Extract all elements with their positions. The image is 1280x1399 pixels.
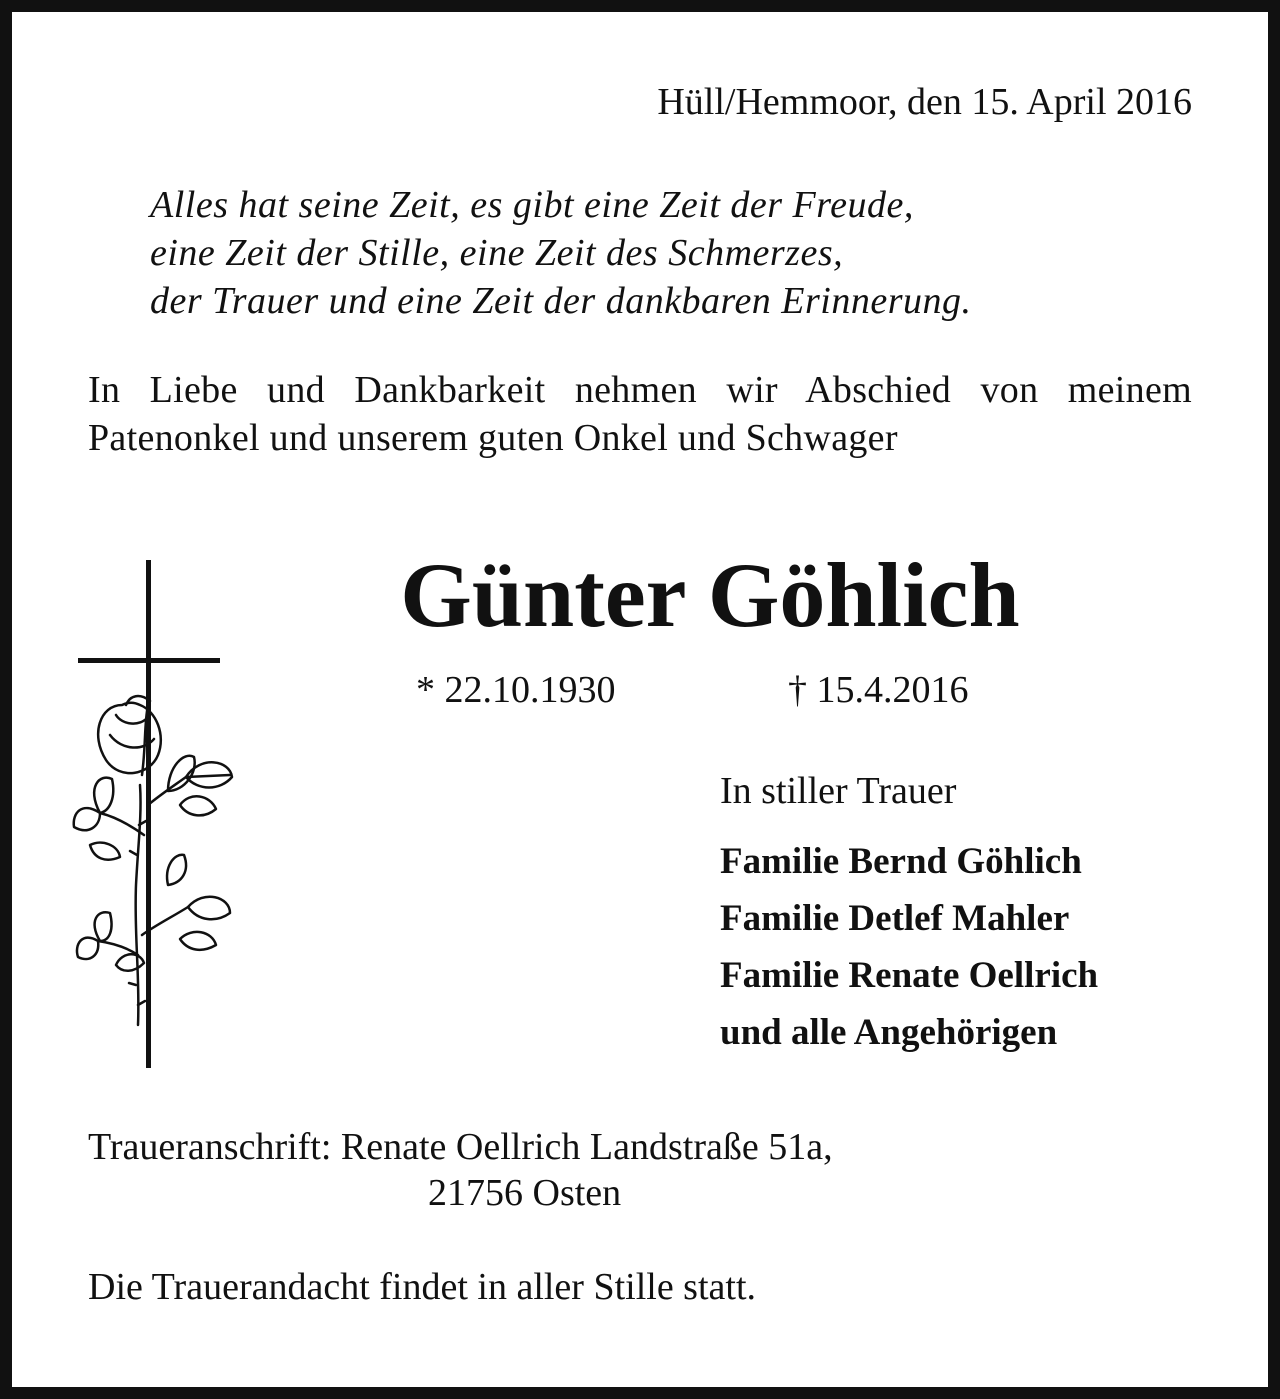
deceased-name: Günter Göhlich xyxy=(400,544,1020,646)
mourners-list xyxy=(720,833,1098,1061)
death-date: † 15.4.2016 xyxy=(788,669,969,711)
motto-line: der Trauer und eine Zeit der dankbaren Erinnerung. xyxy=(150,280,972,322)
motto xyxy=(150,181,1200,325)
mourner-family: und alle Angehörigen xyxy=(720,1012,1058,1053)
mourning-label: In stiller Trauer xyxy=(720,770,957,812)
rose-icon xyxy=(74,696,232,1025)
closing-note: Die Trauerandacht findet in aller Stille statt. xyxy=(88,1266,757,1308)
mourning-address: Traueranschrift: Renate Oellrich Landstraße 51a, xyxy=(88,1126,833,1168)
mourner-family: Familie Renate Oellrich xyxy=(720,955,1099,996)
mourner-family: Familie Bernd Göhlich xyxy=(720,841,1082,882)
mourner-family: Familie Detlef Mahler xyxy=(720,898,1070,939)
place-date: Hüll/Hemmoor, den 15. April 2016 xyxy=(657,81,1192,123)
motto-line: eine Zeit der Stille, eine Zeit des Schmerzes, xyxy=(150,232,844,274)
intro-text: In Liebe und Dankbarkeit nehmen wir Abschied von meinem Patenonkel und unserem guten Onkel und Schwager xyxy=(88,369,1192,459)
motto-line: Alles hat seine Zeit, es gibt eine Zeit der Freude, xyxy=(150,184,914,226)
mourning-address-city: 21756 Osten xyxy=(428,1172,622,1214)
birth-date: * 22.10.1930 xyxy=(416,669,616,711)
